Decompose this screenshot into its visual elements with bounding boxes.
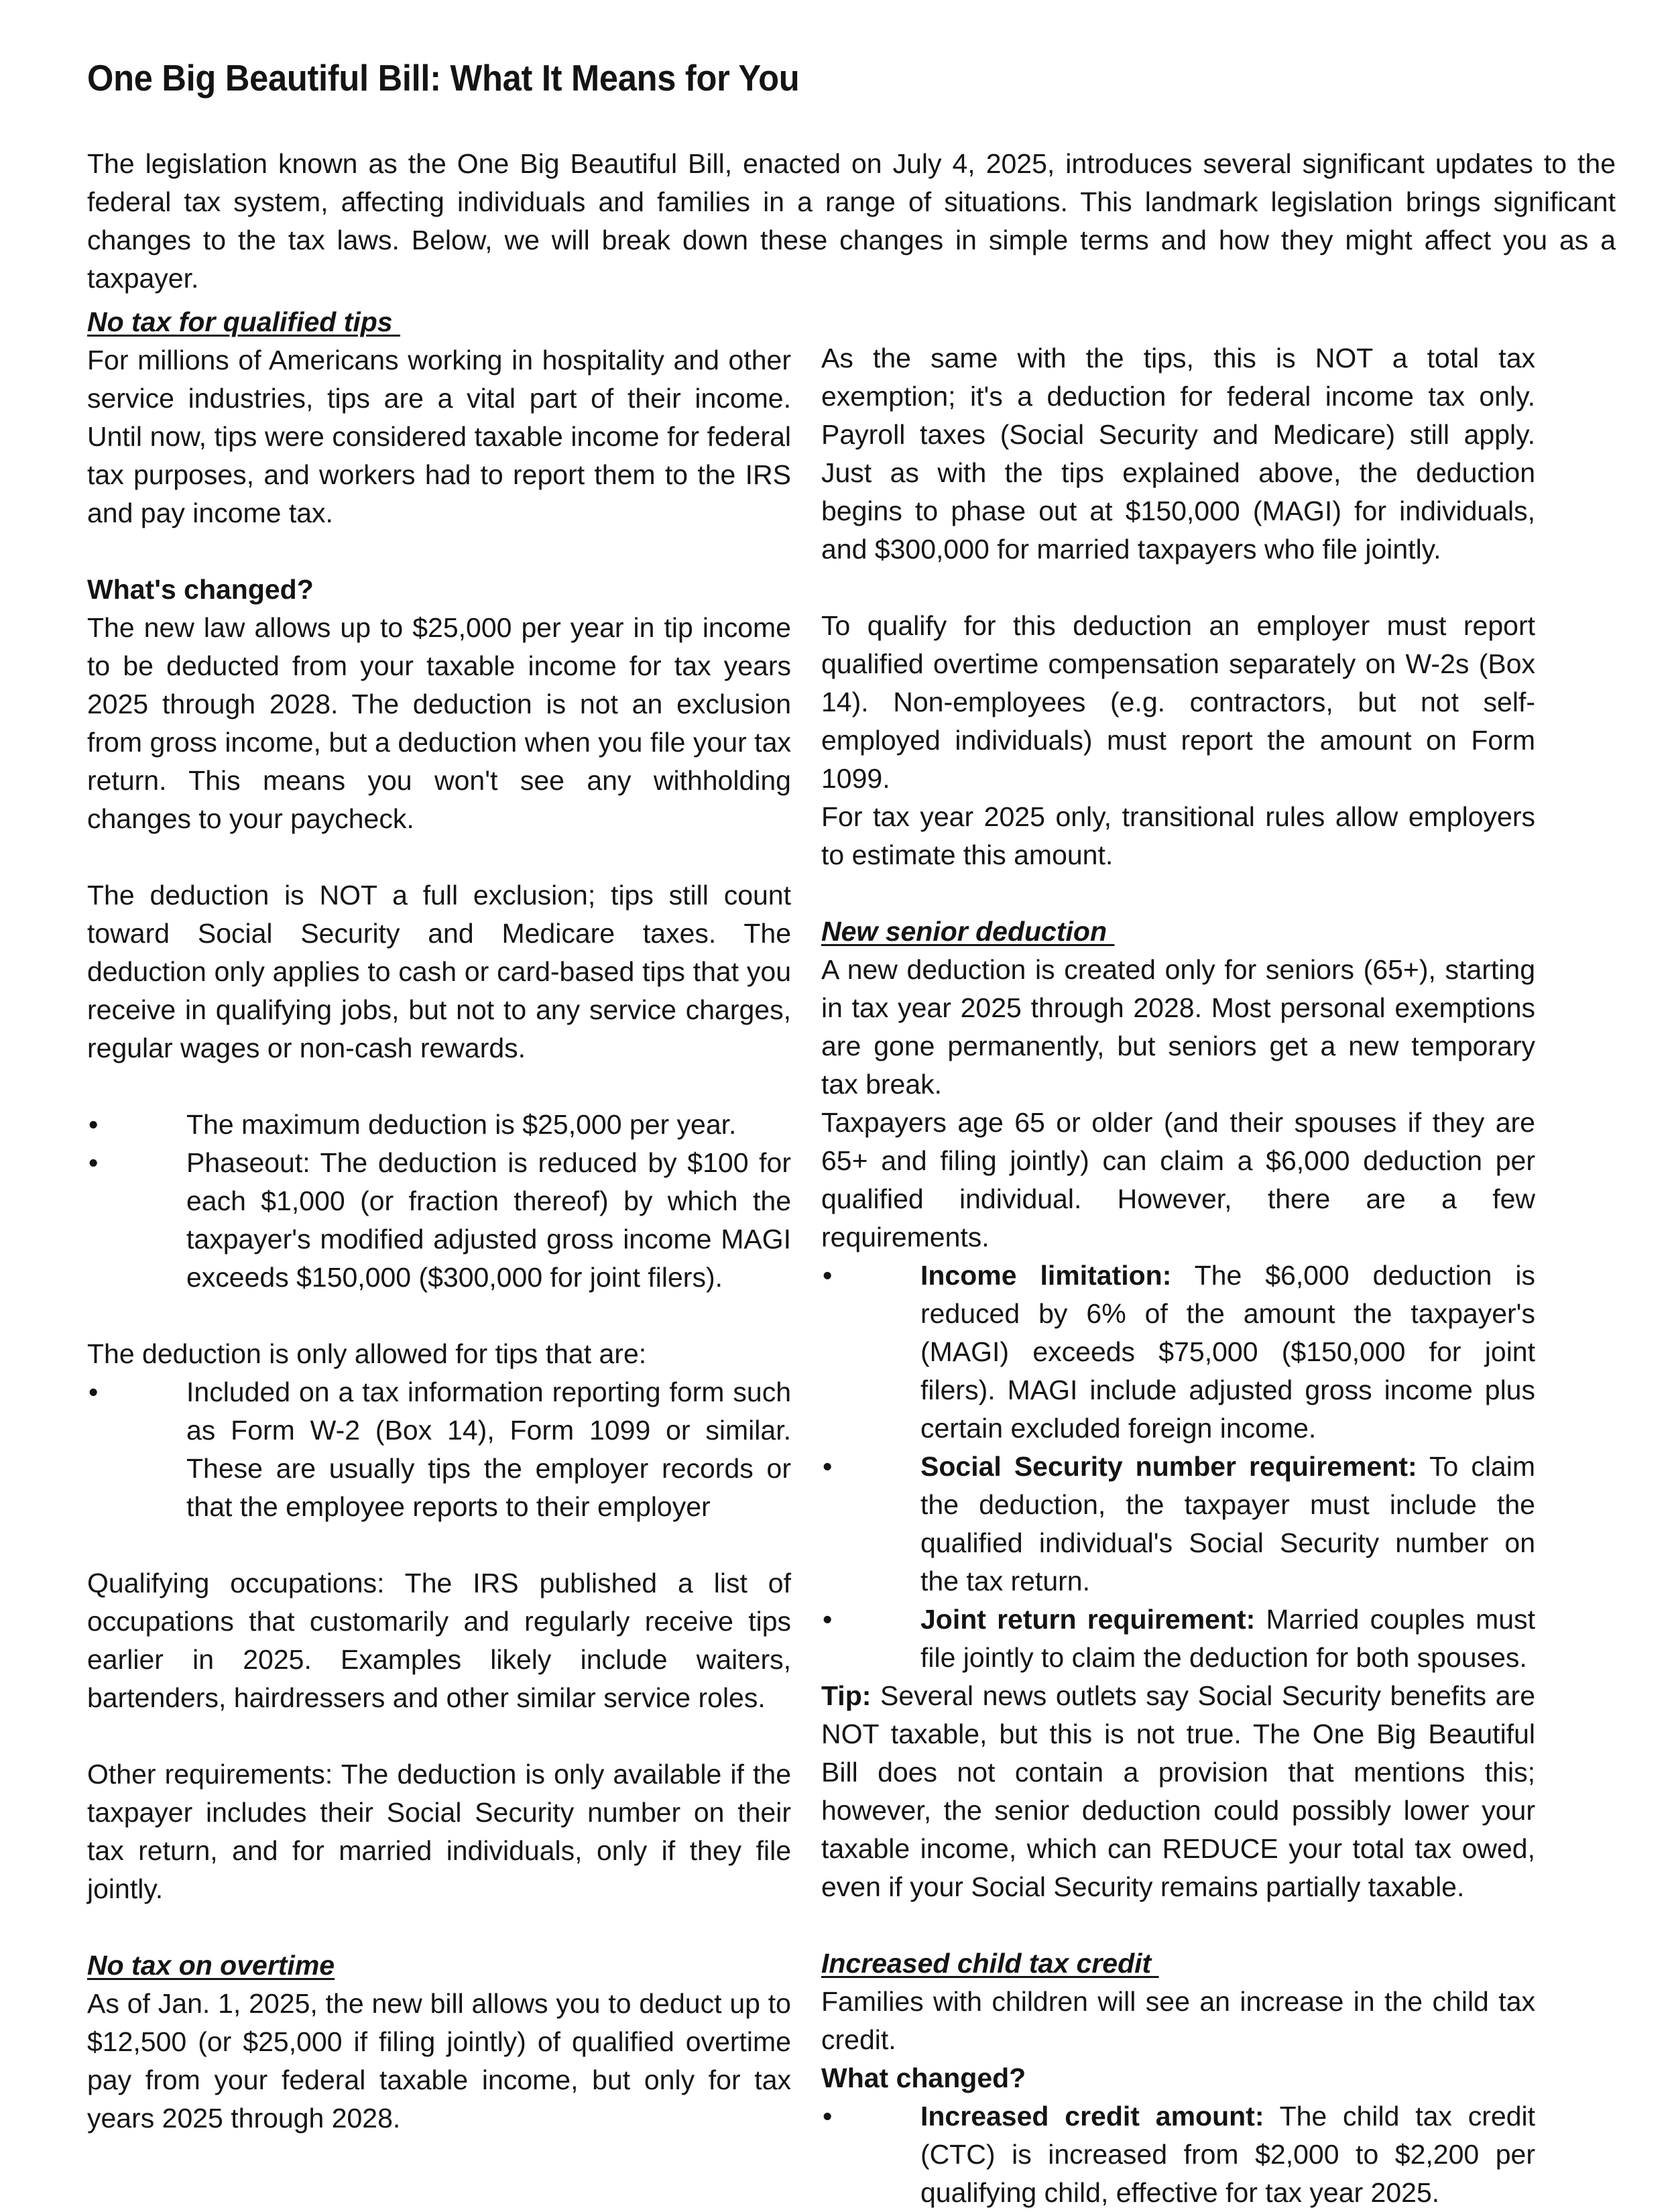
overtime-paragraph-4: For tax year 2025 only, transitional rules allow employers to estimate this amount. [821,801,1535,870]
list-item: • Included on a tax information reporting form such as Form W-2 (Box 14), Form 1099 or similar. These are usually tips the employer records or that the employee reports to their employer [87,1373,791,1526]
tips-bullet-list [87,1106,791,1297]
section-heading-tips: No tax for qualified tips [87,306,400,337]
list-item [821,1448,1535,1600]
tips-paragraph-4: The deduction is only allowed for tips that are: [87,1338,647,1369]
section-heading-senior: New senior deduction [821,916,1115,947]
tips-paragraph-2: The new law allows up to $25,000 per year in tip income to be deducted from your taxable income for tax years 2025 through 2028. The deduction is not an exclusion from gross income, but a deduction when you file your tax return. This means you won't see any withholding changes to your paycheck. [87,612,791,834]
section-heading-overtime: No tax on overtime [87,1950,335,1981]
bullet-text: To claim the deduction, the taxpayer must include the qualified individual's Social Security number on the tax return. [920,1451,1535,1596]
bullet-label: Income limitation: [920,1260,1172,1291]
bullet-text: The child tax credit (CTC) is increased from $2,000 to $2,200 per qualifying child, effective for tax year 2025. [920,2101,1535,2208]
bullet-text: The $6,000 deduction is reduced by 6% of the amount the taxpayer's (MAGI) exceeds $75,000 ($150,000 for joint filers). MAGI include adjusted gross income plus certain excluded foreign income. [920,1260,1535,1444]
senior-bullet-list [821,1257,1535,1677]
left-column [87,303,791,2138]
list-item: • The maximum deduction is $25,000 per year. [87,1106,791,1144]
tips-paragraph-6: Other requirements: The deduction is only available if the taxpayer includes their Social Security number on their tax return, and for married individuals, only if they file jointly. [87,1759,791,1904]
section-heading-child: Increased child tax credit [821,1948,1159,1979]
tip-label: Tip: [821,1680,872,1711]
list-item [821,1600,1535,1677]
list-item: • Phaseout: The deduction is reduced by $100 for each $1,000 (or fraction thereof) by which the taxpayer's modified adjusted gross income MAGI exceeds $150,000 ($300,000 for joint filers). [87,1144,791,1297]
tips-whats-changed-heading: What's changed? [87,574,314,605]
child-bullet-list [821,2097,1535,2212]
overtime-paragraph-3: To qualify for this deduction an employer must report qualified overtime compensation separately on W-2s (Box 14). Non-employees (e.g. contractors, but not self-employed individuals) must report the amount on Form 1099. [821,610,1535,794]
senior-paragraph-1: A new deduction is created only for seniors (65+), starting in tax year 2025 through 2028. Most personal exemptions are gone permanently, but seniors get a new temporary tax break. [821,954,1535,1100]
intro-paragraph: The legislation known as the One Big Beautiful Bill, enacted on July 4, 2025, introduces several significant updates to the federal tax system, affecting individuals and families in a range of situations. This landmark legislation brings significant changes to the tax laws. Below, we will break down these changes in simple terms and how they might affect you as a taxpayer. [87,148,1616,294]
tips-bullet-list-2 [87,1373,791,1526]
overtime-paragraph-1: As of Jan. 1, 2025, the new bill allows you to deduct up to $12,500 (or $25,000 if filing jointly) of qualified overtime pay from your federal taxable income, but only for tax years 2025 through 2028. [87,1988,791,2134]
bullet-text: Married couples must file jointly to claim the deduction for both spouses. [920,1604,1535,1673]
bullet-label: Increased credit amount: [920,2101,1264,2132]
senior-tip-paragraph [821,1677,1535,1906]
bullet-label: Joint return requirement: [920,1604,1256,1635]
senior-paragraph-2: Taxpayers age 65 or older (and their spouses if they are 65+ and filing jointly) can claim a $6,000 deduction per qualified individual. However, there are a few requirements. [821,1107,1535,1253]
child-whats-changed-heading: What changed? [821,2062,1026,2093]
bullet-label: Social Security number requirement: [920,1451,1417,1482]
tip-text: Several news outlets say Social Security benefits are NOT taxable, but this is not true. The One Big Beautiful Bill does not contain a provision that mentions this; however, the senior deduction could possibly lower your taxable income, which can REDUCE your total tax owed, even if your Social Security remains partially taxable. [821,1680,1535,1902]
tips-paragraph-3: The deduction is NOT a full exclusion; tips still count toward Social Security and Medicare taxes. The deduction only applies to cash or card-based tips that you receive in qualifying jobs, but not to any service charges, regular wages or non-cash rewards. [87,880,791,1063]
page-title: One Big Beautiful Bill: What It Means for You [87,57,800,99]
tips-paragraph-1: For millions of Americans working in hospitality and other service industries, tips are a vital part of their income. Until now, tips were considered taxable income for federal tax purposes, and workers had to report them to the IRS and pay income tax. [87,345,791,528]
child-paragraph-1: Families with children will see an increase in the child tax credit. [821,1986,1535,2055]
list-item [821,2097,1535,2212]
right-column [821,339,1535,2212]
list-item [821,1257,1535,1448]
overtime-paragraph-2: As the same with the tips, this is NOT a total tax exemption; it's a deduction for federal income tax only. Payroll taxes (Social Security and Medicare) still apply. Just as with the tips explained above, the deduction begins to phase out at $150,000 (MAGI) for individuals, and $300,000 for married taxpayers who file jointly. [821,343,1535,565]
tips-paragraph-5: Qualifying occupations: The IRS published a list of occupations that customarily and regularly receive tips earlier in 2025. Examples likely include waiters, bartenders, hairdressers and other similar service roles. [87,1568,791,1713]
